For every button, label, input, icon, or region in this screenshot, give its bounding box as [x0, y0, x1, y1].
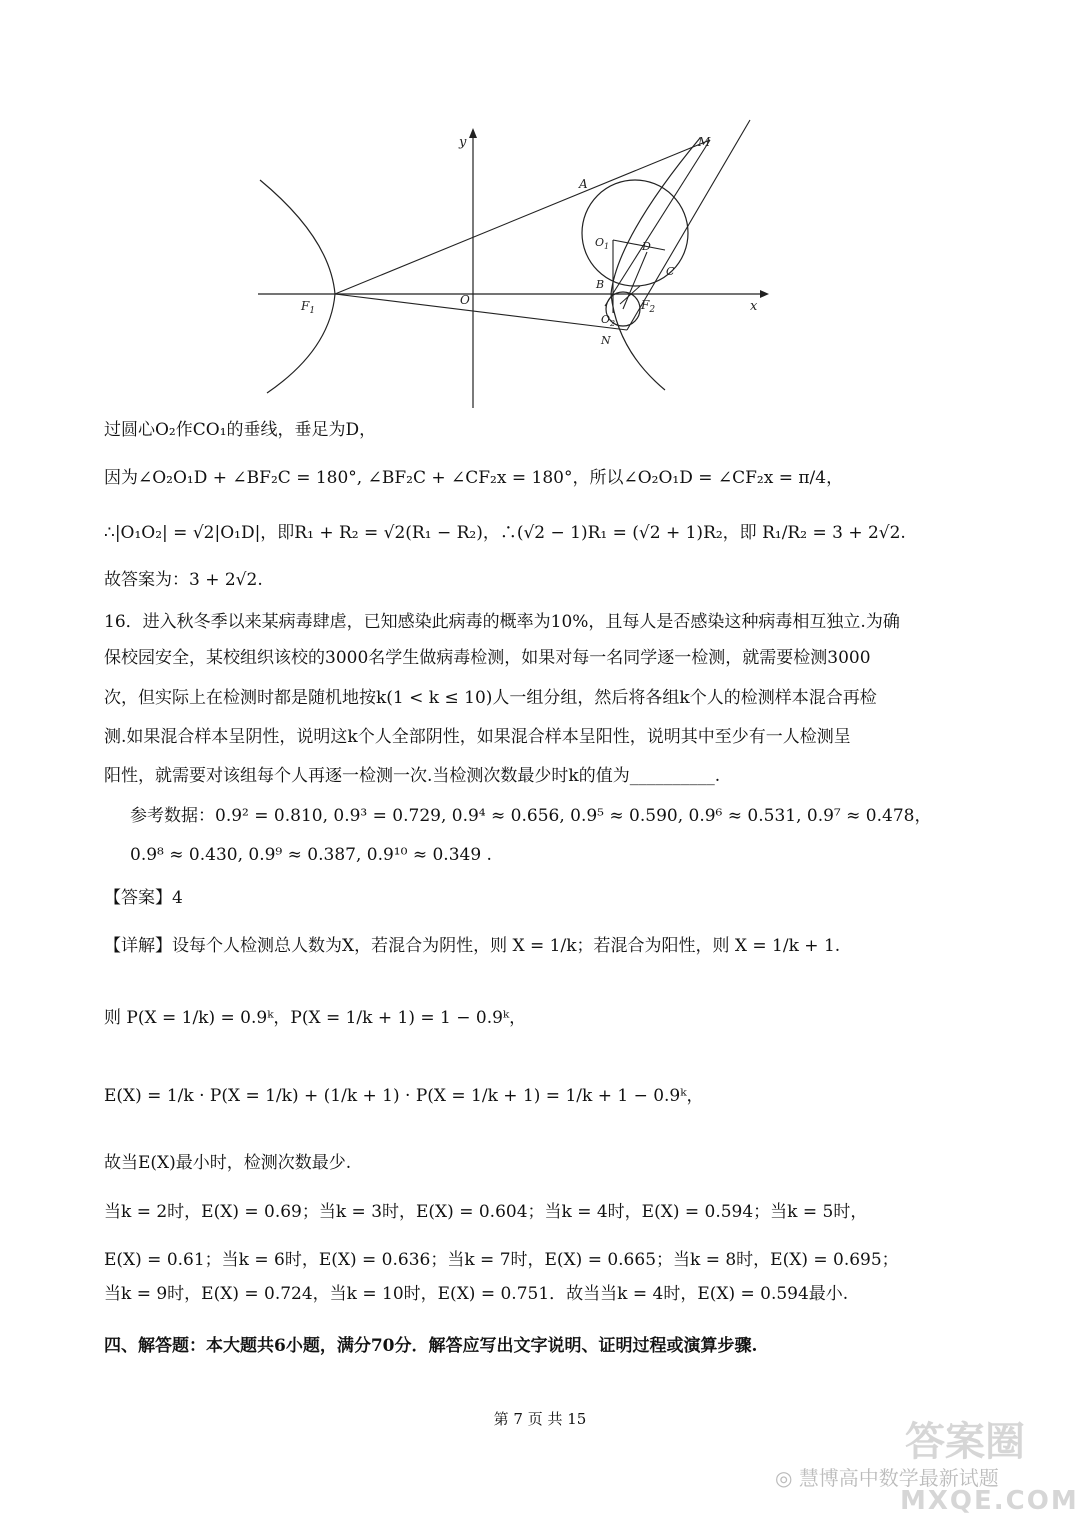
hyperbola-figure [255, 118, 775, 408]
svg-text:N: N [601, 334, 611, 347]
hyperbola-right-branch [611, 138, 700, 390]
answer16-detail: 【详解】设每个人检测总人数为X，若混合为阴性，则 X = 1/k；若混合为阳性，则 X = 1/k + 1. [104, 936, 841, 956]
y-axis-arrow [469, 128, 477, 138]
solution15-line3: ∴|O₁O₂| = √2|O₁D|，即R₁ + R₂ = √2(R₁ − R₂)，∴(√2 − 1)R₁ = (√2 + 1)R₂，即 R₁/R₂ = 3 + 2√2. [104, 523, 906, 543]
problem16-line5: 阳性，就需要对该组每个人再逐一检测一次.当检测次数最少时k的值为__________. [104, 766, 721, 786]
line-f1-m [335, 140, 710, 294]
watermark-logo: 答案圈 [905, 1419, 1025, 1465]
watermark-account-text: 慧博高中数学最新试题 [798, 1466, 999, 1490]
solution15-answer: 故答案为：3 + 2√2. [104, 570, 263, 590]
answer16-cases-1: 当k = 2时，E(X) = 0.69；当k = 3时，E(X) = 0.604；当k = 4时，E(X) = 0.594；当k = 5时， [104, 1202, 868, 1222]
section-4-heading: 四、解答题：本大题共6小题，满分70分．解答应写出文字说明、证明过程或演算步骤. [104, 1336, 758, 1356]
svg-text:F2: $F_2$ [641, 298, 656, 315]
svg-text:y: y [459, 135, 467, 150]
solution15-line1: 过圆心O₂作CO₁的垂线，垂足为D， [104, 420, 377, 440]
hyperbola-diagram [255, 118, 775, 408]
watermark-site: MXQE.COM [900, 1486, 1079, 1516]
hyperbola-left-branch [260, 180, 335, 393]
answer16-minimum: 故当E(X)最小时，检测次数最少. [104, 1153, 352, 1173]
svg-text:D: D [642, 240, 651, 253]
x-axis-arrow [760, 290, 769, 298]
svg-text:C: C [666, 265, 675, 278]
solution15-line2: 因为∠O₂O₁D + ∠BF₂C = 180°, ∠BF₂C + ∠CF₂x = 180°，所以∠O₂O₁D = ∠CF₂x = π/4， [104, 468, 844, 488]
problem16-line1: 16．进入秋冬季以来某病毒肆虐，已知感染此病毒的概率为10%，且每人是否感染这种病毒相互独立.为确 [104, 612, 900, 632]
answer16-expectation: E(X) = 1/k · P(X = 1/k) + (1/k + 1) · P(X = 1/k + 1) = 1/k + 1 − 0.9ᵏ， [104, 1086, 704, 1106]
problem16-line2: 保校园安全，某校组织该校的3000名学生做病毒检测，如果对每一名同学逐一检测，就需要检测3000 [104, 648, 871, 668]
answer16-probability: 则 P(X = 1/k) = 0.9ᵏ，P(X = 1/k + 1) = 1 − 0.9ᵏ， [104, 1008, 527, 1028]
svg-text:B: B [596, 278, 605, 291]
line-o1-c [613, 240, 665, 250]
svg-text:O: O [460, 293, 470, 307]
svg-text:x: x [750, 299, 758, 314]
svg-text:O2: $O_2$ [601, 313, 616, 328]
page-footer: 第 7 页 共 15 [493, 1410, 587, 1428]
problem16-reference-data-2: 0.9⁸ ≈ 0.430, 0.9⁹ ≈ 0.387, 0.9¹⁰ ≈ 0.349 . [130, 845, 492, 865]
problem16-line4: 测.如果混合样本呈阴性，说明这k个人全部阴性，如果混合样本呈阳性，说明其中至少有一人检测呈 [104, 727, 851, 747]
svg-text:O1: $O_1$ [595, 236, 610, 251]
svg-text:A: A [579, 177, 588, 191]
svg-text:F1: $F_1$ [301, 299, 316, 316]
answer16-cases-3: 当k = 9时，E(X) = 0.724，当k = 10时，E(X) = 0.751．故当当k = 4时，E(X) = 0.594最小. [104, 1284, 849, 1304]
line-f1-n [335, 294, 627, 330]
line-inner [620, 286, 640, 304]
problem16-reference-data-1: 参考数据：0.9² = 0.810, 0.9³ = 0.729, 0.9⁴ ≈ 0.656, 0.9⁵ ≈ 0.590, 0.9⁶ ≈ 0.531, 0.9⁷ ≈ 0.478， [130, 806, 932, 826]
svg-text:M: M [698, 135, 711, 149]
answer16-cases-2: E(X) = 0.61；当k = 6时，E(X) = 0.636；当k = 7时，E(X) = 0.665；当k = 8时，E(X) = 0.695； [104, 1250, 899, 1270]
wechat-icon: ◎ [775, 1466, 799, 1490]
problem16-line3: 次，但实际上在检测时都是随机地按k(1 < k ≤ 10)人一组分组，然后将各组k个人的检测样本混合再检 [104, 688, 877, 708]
answer16-answer: 【答案】4 [104, 888, 183, 908]
